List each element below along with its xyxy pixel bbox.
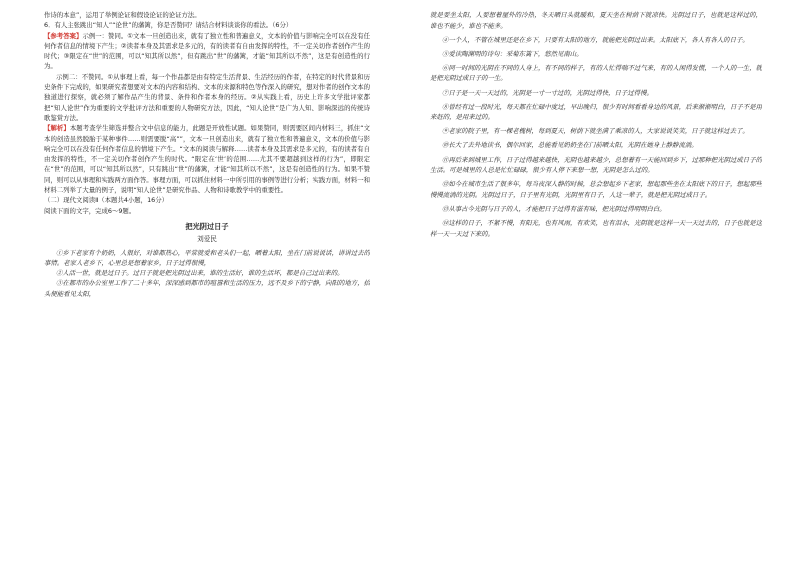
essay-paragraph-5: ⑤爱读陶渊明的诗句：采菊东篱下，悠然见南山。 [442, 49, 583, 58]
essay-paragraph-6: ⑥同一时间的光阴在不同的人身上，有不同的样子，有的人忙得喘不过气来，有的人闲得发慌，一个人的一生，就是把光阴过成日子的一生。 [430, 63, 762, 83]
essay-paragraph-12: ⑫如今在城市生活了很多年，每当夜深人静的时候，总会想起乡下老家，想起那些坐在太阳底下的日子，想起那些慢慢流淌的光阴。光阴过日子，日子里有光阴，光阴里有日子，人这一辈子，就是把光阴过成日子。 [430, 180, 762, 199]
answer-example-2: 示例二：不赞同。①从事理上看，每一个作品都是由有特定生活背景、生活经历的作者，在特定的时代背景和历史条件下完成的，如果研究者想要对文本的内容和结构、文本的来源和特色等作深入的研究，想对作者的创作文本的独道进行探察，就必须了解作品产生的背景、条件和作者本身的经历。②从实践上看，历史上许多文学批评家都把“知人论世”作为重要的文学批评方法和重要的人物研究方法，因此，“知人论世”是广为人知、影响深远的传统诗歌鉴赏方法。 [44, 72, 370, 122]
right-column [430, 10, 762, 551]
left-column [44, 10, 370, 551]
question-6: 6．有人主张跳出“知人”“论世”的藩篱，你是否赞同？请结合材料谈谈你的看法。（6分） [44, 21, 293, 30]
essay-paragraph-7: ⑦日子是一天一天过的，光阴是一寸一寸过的，光阴过得快，日子过得慢。 [442, 88, 653, 97]
essay-paragraph-13: ⑬从事古今光阴与日子的人，才能把日子过得有滋有味，把光阴过得明明白白。 [442, 204, 666, 213]
answer-example-1: 示例一：赞同。①文本一旦创造出来，就有了独立性和普遍意义，文本的价值与影响完全可以在没有任何作者信息的情境下产生；②读者本身及其需求是多元的，有的读者有自由发挥的特性，不一定关切作者创作产生的时代；③限定在“世”的范围，可以“知其所以然”，但有跳出“世”的藩篱，才能“知其所以不然”，这是有创造性的行为。 [44, 31, 370, 71]
reference-answer [44, 31, 370, 72]
essay-paragraph-4: ④一个人，不管在城里还是在乡下，只要有太阳的地方，就能把光阴过出来。太阳底下，各人有各人的日子。 [442, 35, 749, 44]
essay-paragraph-10: ⑩长大了去外地读书，偶尔回家，总能看见奶奶坐在门前晒太阳，光阴在她身上静静流淌。 [442, 141, 698, 150]
essay-paragraph-8: ⑧曾经有过一段时光，每天都在忙碌中度过，早出晚归，很少有时间看看身边的风景，后来渐渐明白，日子不是用来赶的，是用来过的。 [430, 102, 762, 122]
essay-paragraph-9: ⑨老家的院子里，有一棵老槐树，每到夏天，树荫下就坐满了乘凉的人，大家说说笑笑，日子就这样过去了。 [442, 127, 749, 136]
section-heading: （二）现代文阅读Ⅱ（本题共4小题，16分） [44, 196, 168, 205]
analysis [44, 123, 370, 195]
essay-paragraph-1: ①乡下老家有个奶奶，人很好，对谁都热心，平常就爱和老头们一起，晒着太阳，坐在门前说说话，讲讲过去的事情。老家人老乡下，心里总是想着家乡，日子过得很慢， [44, 248, 370, 267]
essay-author: 刘爱民 [197, 235, 217, 244]
answer-continuation: 作诗的本意”，运用了举例论证和假设论证的论证方法。 [44, 11, 201, 19]
essay-title: 把光阴过日子 [185, 221, 229, 231]
analysis-text: 本题考查学生筛选并整合文中信息的能力，此题是开放性试题。如果赞同，则需要区间内材料三，抓住“文本的创造虽然脱胎于某种事件……则需要脱“高””，文本一旦创造出来，就有了独立性和普遍意义，文本的价值与影响完全可以在没有任何作者信息的情境下产生。“文本的阅读与解释……读者本身及其需求是多元的，有的读者有自由发挥的特性，不一定关切作者创作产生的时代。“限定在‘世’的范围……尤其不要超越到这样的行为”，即限定在“世”的范围，可以“知其所以然”，只有跳出“世”的藩篱，才能“知其所以不然”，这是有创造性的行为。如果不赞同，则可以从事理和实践两方面作答。事理方面，可以抓住材料一中所引用的事例等进行分析；实践方面，材料一和材料二列举了大量的例子，说明“知人论世”是研究作品、人物和诗歌教学中的重要性。 [44, 124, 370, 195]
essay-paragraph-14: ⑭这样的日子，不紧不慢，有阳光，也有风雨，有欢笑，也有泪水，光阴就是这样一天一天过去的，日子也就是这样一天一天过下来的。 [430, 219, 762, 238]
essay-continuation: 就是要坐太阳，人要想着屋外的冷热，冬天晒日头就暖和，夏天坐在树荫下就凉快。光阴过日子，也就是这样过的，谁也不能少，谁也不能多。 [430, 11, 762, 30]
essay-paragraph-2: ②人活一世，就是过日子。过日子就是把光阴过出来，谁的生活好，谁的生活坏，都是自己过出来的。 [56, 269, 344, 278]
analysis-tag: 【解析】 [44, 124, 70, 133]
essay-paragraph-3: ③在都市的办公室里工作了二十多年，深深感到都市的喧嚣和生活的压力，远不及乡下的宁静，向阳的地方，抬头便能看见太阳， [44, 279, 370, 298]
essay-paragraph-11: ⑪再后来到城里工作，日子过得越来越快，光阴也越来越少，总想着有一天能回到乡下，过那种把光阴过成日子的生活。可是城里的人总是忙忙碌碌，很少有人停下来想一想，光阴是怎么过的。 [430, 155, 762, 175]
answer-tag: 【参考答案】 [44, 31, 83, 40]
reading-instruction: 阅读下面的文字，完成6～9题。 [44, 206, 136, 215]
